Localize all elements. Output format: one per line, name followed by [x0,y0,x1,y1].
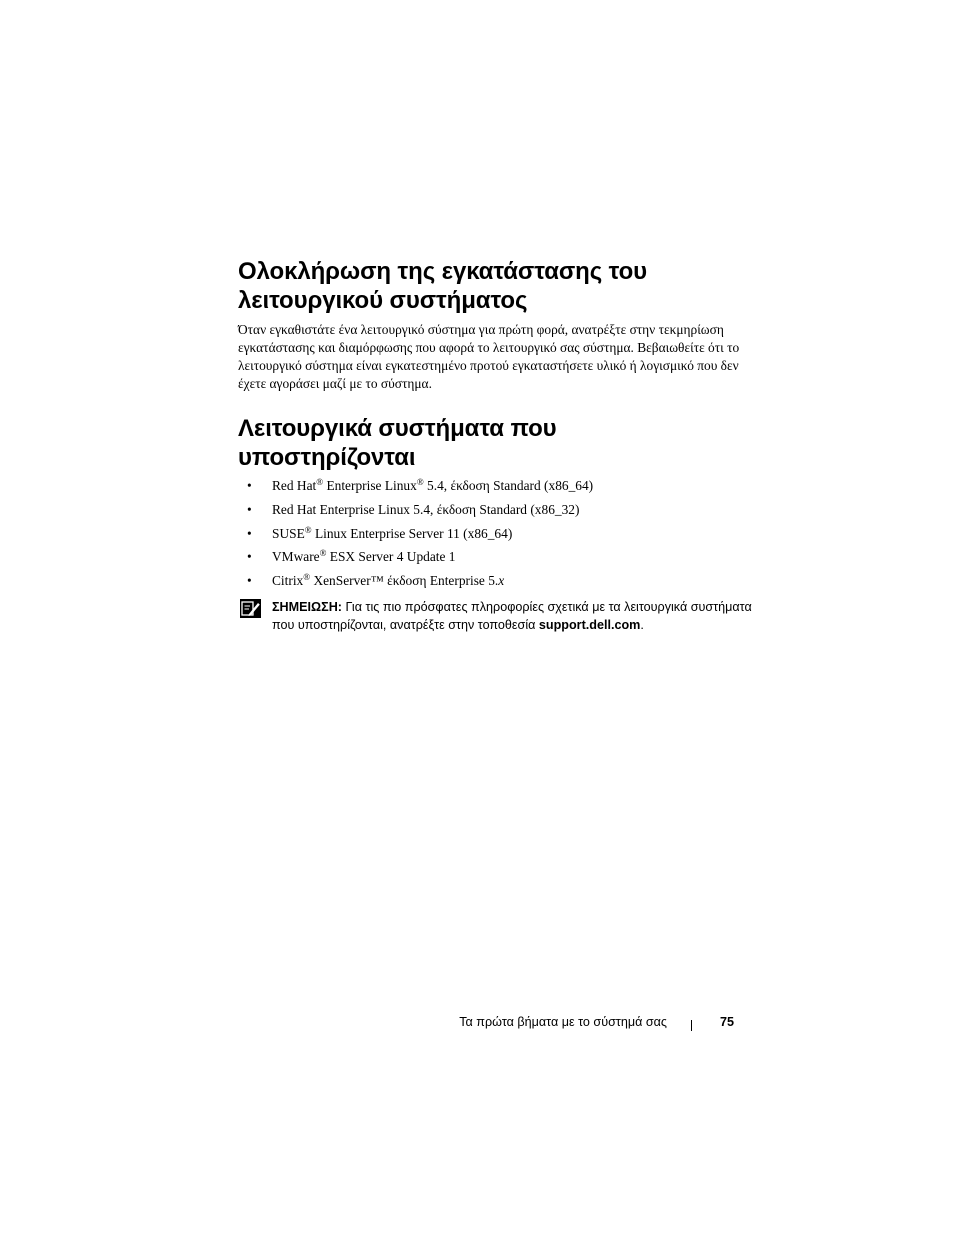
os-name: Red Hat [272,478,317,493]
bullet: • [247,573,252,589]
list-item [238,523,758,547]
os-name: Citrix [272,573,304,589]
page-footer [400,1015,734,1035]
list-item [238,570,758,594]
bullet: • [247,525,252,541]
os-name-part: Enterprise Linux [323,478,417,493]
os-name: SUSE [272,525,305,541]
support-link[interactable]: support.dell.com [538,617,641,632]
os-name: VMware [272,549,320,565]
registered-mark: ® [319,548,327,559]
list-item [238,475,758,499]
section-heading-os-installation [238,257,758,315]
heading-line: Λειτουργικά συστήματα που [238,415,557,442]
note-pencil-icon [240,599,261,618]
heading-line: υποστηρίζονται [238,444,416,471]
registered-mark: ® [304,524,312,535]
bullet: • [247,478,252,493]
page-number: 75 [719,1015,734,1029]
heading-line: Ολοκλήρωση της εγκατάστασης του [238,258,648,285]
supported-os-list [238,475,758,594]
list-item [238,499,758,523]
footer-separator [691,1020,692,1031]
footer-title: Τα πρώτα βήματα με το σύστημά σας [459,1015,667,1029]
bullet: • [247,501,252,517]
registered-mark: ® [416,477,424,487]
os-version: Linux Enterprise Server 11 (x86_64) [311,525,513,541]
note-text [272,599,760,634]
heading-line: λειτουργικού συστήματος [238,287,528,314]
version-variable: x [498,573,505,589]
note-label: ΣΗΜΕΙΩΣΗ: [272,600,342,614]
os-version: 5.4, έκδοση Standard (x86_64) [423,478,594,493]
note-body: Για τις πιο πρόσφατες πληροφορίες σχετικά με τα λειτουργικά συστήματα που υποστηρίζονται, ανατρέξτε στην τοποθεσία [272,600,752,632]
list-item [238,546,758,570]
section-heading-supported-os [238,414,758,472]
os-installation-paragraph: Όταν εγκαθιστάτε ένα λειτουργικό σύστημα για πρώτη φορά, ανατρέξτε στην τεκμηρίωση εγκατάστασης και διαμόρφωσης που αφορά το λειτουργικό σας σύστημα. Βεβαιωθείτε ότι το λειτουργικό σύστημα είναι εγκατεστημένο προτού εγκαταστήσετε υλικό ή λογισμικό που δεν έχετε αγοράσει μαζί με το σύστημα. [238,322,740,391]
bullet: • [247,549,252,565]
os-name: Red Hat Enterprise Linux 5.4, έκδοση Standard (x86_32) [272,501,580,517]
registered-mark: ® [316,477,324,487]
os-version: ESX Server 4 Update 1 [326,549,456,565]
registered-mark: ® [303,572,311,583]
os-version: XenServer™ έκδοση Enterprise 5. [310,573,499,589]
note-end: . [640,617,644,632]
